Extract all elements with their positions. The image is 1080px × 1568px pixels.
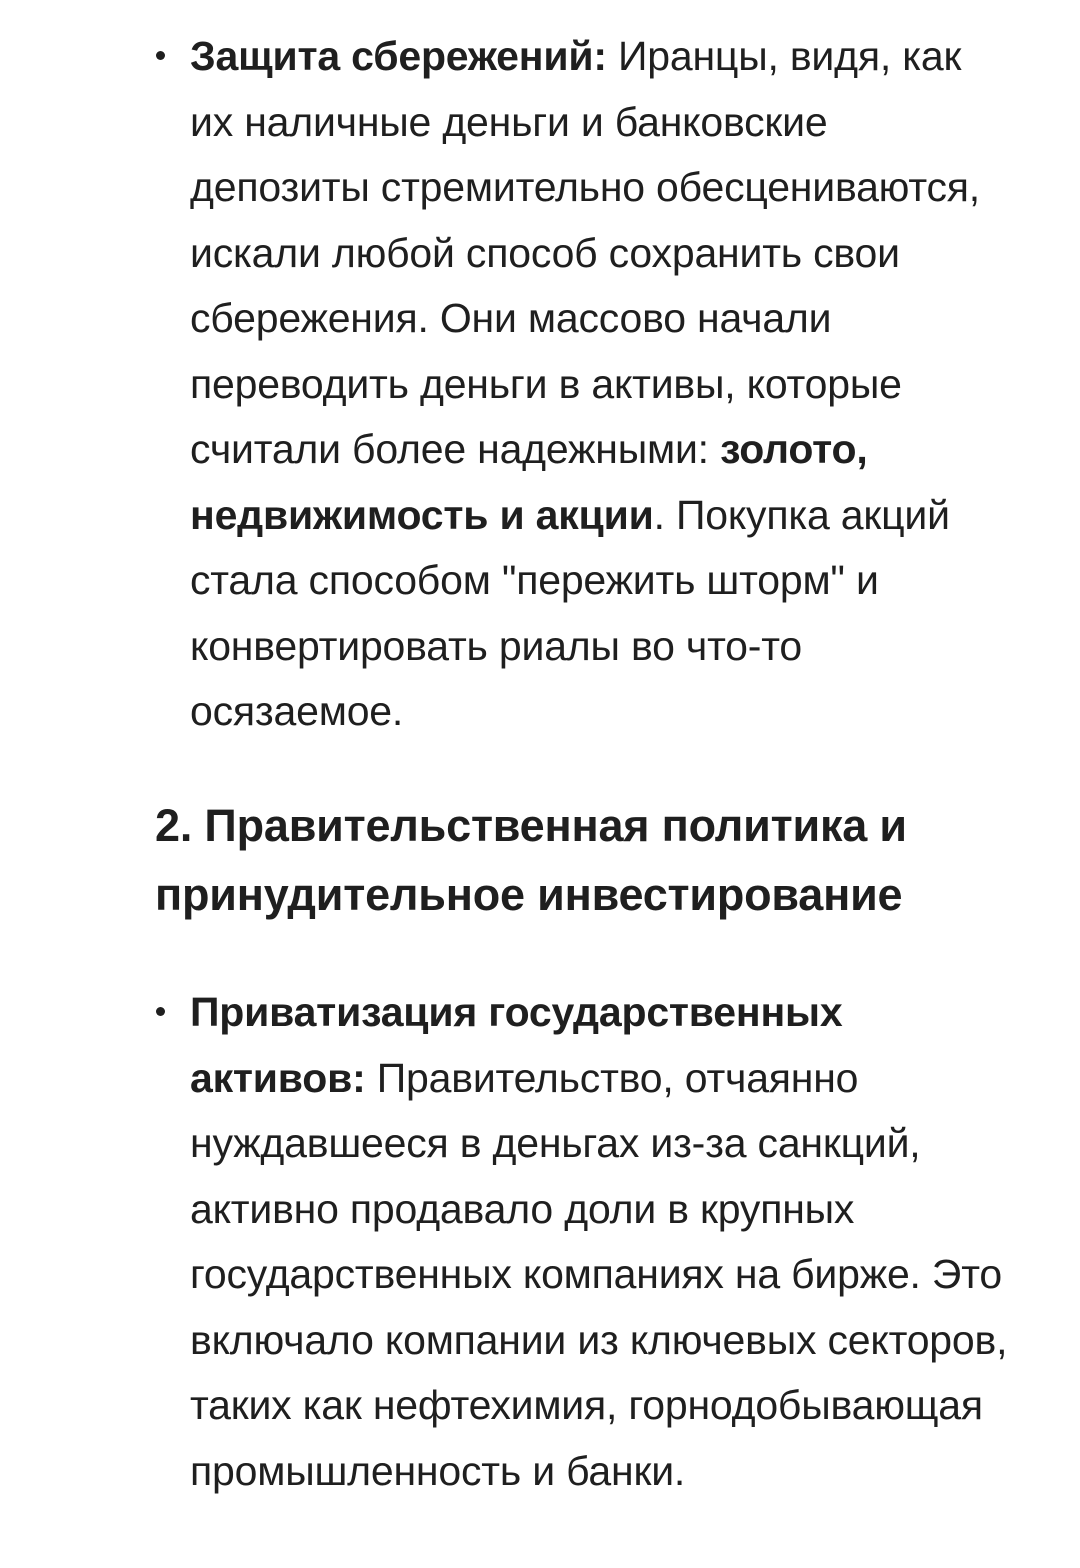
bullet-dot-icon — [156, 51, 165, 60]
bullet-body-text-end: . Покупка акций стала способом "пережить шторм" и конвертировать риалы во что-то осязаемое. — [190, 491, 950, 734]
bullet-body-text: Правительство, отчаянно нуждавшееся в деньгах из-за санкций, активно продавало доли в крупных государственных компаниях на бирже. Это включало компании из ключевых секторов, таких как нефтехимия, горнодобывающая промышленность и банки. — [190, 1054, 1008, 1494]
bullet-dot-icon — [156, 1007, 165, 1016]
bullet-emphasis-text: золото, недвижимость и акции — [190, 426, 868, 538]
bullet-lead-text: Защита сбережений: — [190, 33, 607, 79]
bullet-body-text: Иранцы, видя, как их наличные деньги и банковские депозиты стремительно обесцениваются, искали любой способ сохранить свои сбережения. Они массово начали переводить деньги в активы, которые считали более надежными: — [190, 33, 980, 472]
section-heading: 2. Правительственная политика и принудительное инвестирование — [155, 800, 907, 920]
bullet-lead-text: Приватизация государственных активов: — [190, 989, 843, 1101]
bullet-item-savings-protection — [190, 24, 1010, 745]
bullet-item-privatization — [190, 980, 1010, 1504]
